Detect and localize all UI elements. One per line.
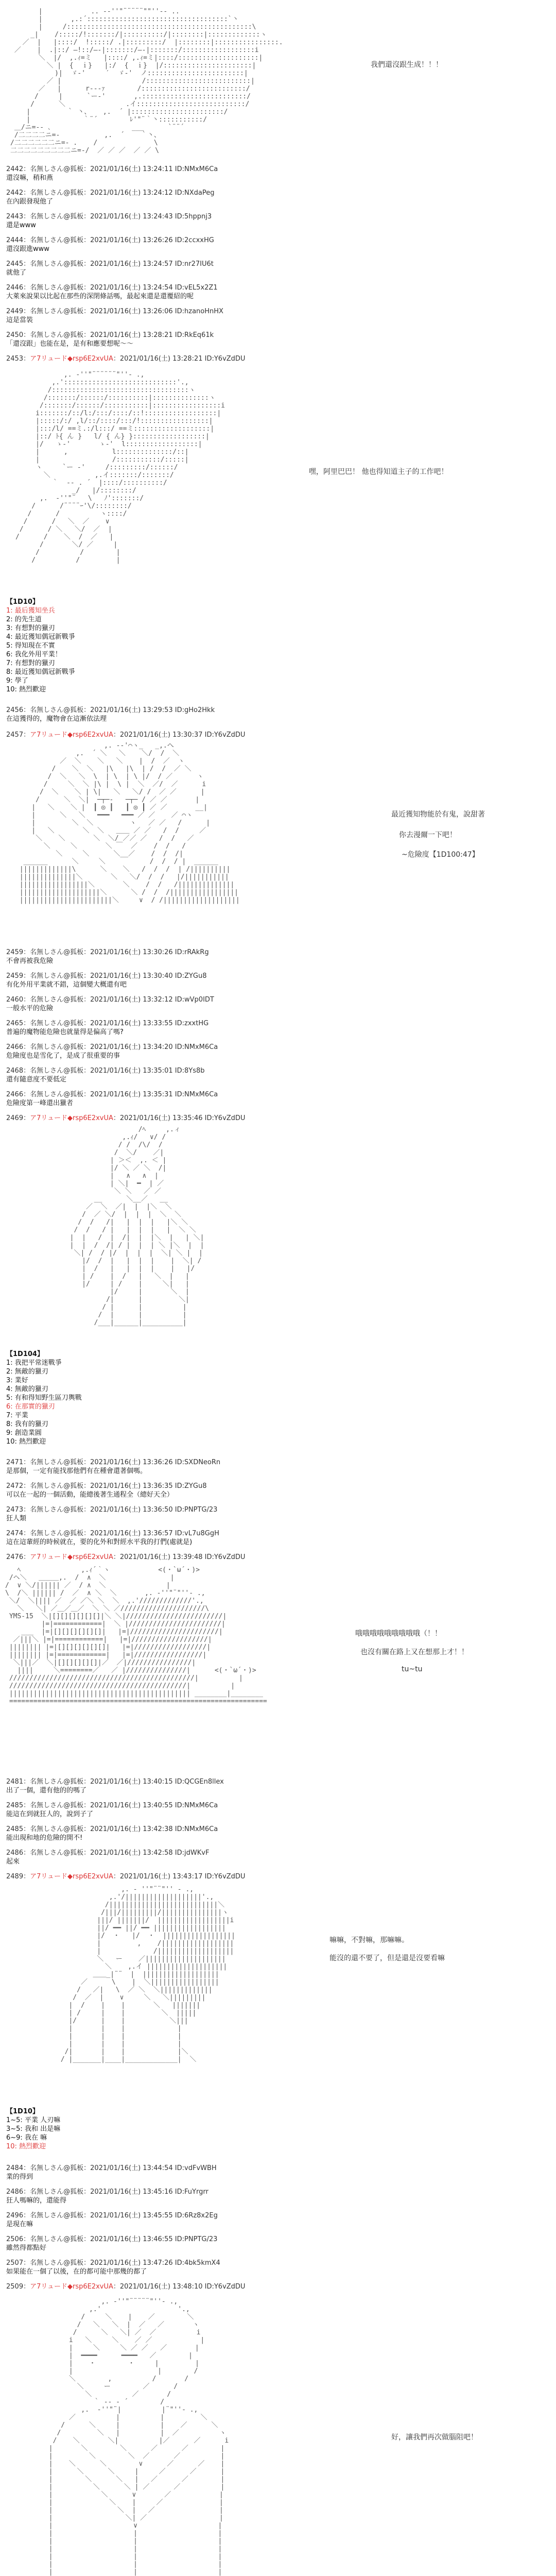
post-body: 危險度第一峰還出獵者 <box>6 1099 74 1107</box>
post-body: 「還沒跟」也能在是，是有和應要想呢～～ <box>6 340 134 348</box>
header-speech: 我們還沒跟生成！！！ <box>371 61 443 69</box>
vote-2 <box>6 1350 82 1446</box>
op-name: ア7リュード◆rsp6E2xvUA <box>30 731 113 739</box>
post <box>6 2211 521 2229</box>
vote-option: 2: 的先生道 <box>6 616 42 623</box>
post-body: 狂人嗎嘛的，還能得 <box>6 2197 67 2205</box>
post-header: 2459：名無しさん@狐板：2021/01/16(土) 13:30:26 ID:rRAkRg <box>6 948 209 956</box>
ascii-art-final-character: ,. ‐''"¨¨¨¨¨"''‐ ., ,.' '., / ＼ | ／ ＼ / ＼ ＼ | ／ ／ ヽ / ＼ ＼| ／ ／ i i ＼ ＼ ／ ／ | | ＼ ＼ ／ ／ ／ | | ━━━━ ━━━━ ／ | | ・ ・ | | | | / ＼ , / / ＼ ー ／ / ＼ ／ / ｀ ‐- - ´ / ,. ‐''"¨| |¨"''‐ ., ／ | | ＼ / ＼ | | ／ ＼ / ＼ | | ／ ヽ / ＼ ＼| |／ ／ i | ＼ ＼ ／ ／ | | ＼ ＼ ／ ／ | | ＼ ＼ ∨ ／ ／ | | ＼ ＼ | ／ ／ | | ＼ ＼ | ／ ／ | | ＼ ＼ | ／ ／ | | ＼ ∨ ／ | | ＼ | ／ | | ＼ | ／ | | ＼| ／ | | ∨ | | | | | | | | | | | | | | | | | | | <box>48 2298 229 2576</box>
ascii-art-header: | .. -‐''"¨¨¨¨¨""''‐- .. | ,.:´:::::::::::::::::::::::::::::::::::`丶 | /::::::::::::::::::::::::::::::::::::::::::::::\ _| /:::::/!:::::::/|::::::::::/|::::::::|:::::::::::::ヽ ／ | |::::/ !:::::/ .|:::::::::/ |::::::::|::::::::::::::::. ／ | .|::/ ―!::/―-|:::::::/―-|:::::::/::::::::::::::::::i ＼ |/ ,.ｨ=ミ |::::/ ,.ｨ=ミ|::::/::::::::::::::::::::| ＼ | { ｉ} |:/ { ｉ} |/::::::::::::::::::::::| )| ゞ-' ′ ゞ-' ノ::::::::::::::::::::::::| ／ | /::::::::::::::::::::::::::| ／ | r‐-‐ｧ /::::::::::::::::::::::::::/ / | `ー‐' ,.::::::::::::::::::::::::::/ / ＼ .イ:::::::::::::::::::::::::::/ | ｀ 丶、 ,. ´ |:::::::::::::::::::::::/ | ｀¨´ ﾚ'"¨｀丶:::::::::::/ ＿/ニ=‐- ､ ___ `¨¨´ /二二二二ニ=- ,. ´ ｀丶、 /二二二二二二ニ=- . / \ 二二二二二二二二二ニ=-/ ／ ／ ／ ／ ／ \ <box>10 8 283 155</box>
post-header: 2460：名無しさん@狐板：2021/01/16(土) 13:32:12 ID:wVp0IDT <box>6 996 214 1004</box>
post <box>6 1849 521 1866</box>
post-body: 如果能在一個了以後，在的都可能中那幾的都了 <box>6 2268 147 2276</box>
post-header: 2507：名無しさん@狐板：2021/01/16(土) 13:47:26 ID:4bk5kmX4 <box>6 2259 220 2267</box>
ascii-art-character-shout: ,. ‐-'⌒ヽ_ _,.へ ,. ´ ＼ ＼ ＼/ / ＼ ／ ＼ ＼ ＼ | / ／ ヽ / ＼ ＼ |\ |\ | / / ／ ＼ / ＼ ＼ \ | \ | \ |/ / ／ ヽ / ＼ ＼ |\ | \ | ＼ ／/ ／ i / ＼ ＼ | \| ＼ ＼/ / ／ ／ | / ＼ ＼| ─┬─‐ ─┬─ / ／ ／ | | ＼ ＼ | ┃ ◎ ┃ ┃ ◎ ┃ ／ ／ __| | ＼ ＼ ━━━ ━━━ ／ ／ ／ ⌒ヽ | ＼ ＼ ヽ ／ ／ / | | ＼ ＼ ＼ ＿＿ ／ ／ / / ／ ＼ ＼ ＼ ＼/ ／／ ／ / / ／ ＼ ＼ ＼ ￣ ／ / / / ＼ ＼ ＼__／ / / /| ______ ＼ ＼ / / / | ______ |||||||||||||\ ＼ ＼ / / / | /|||||||||| ||||||||||||||＼ ＼ ＼/ / / |/||||||||||| |||||||||||||||||＼ ＼ / / /|||||||||||||| ||||||||||||||||||||＼ ＼ / / /||||||||||||||||| |||||||||||||||||||||||＼ ∨ / /||||||||||||||||||| <box>19 742 240 904</box>
op-post-header: 2489：ア7リュード◆rsp6E2xvUA：2021/01/16(土) 13:43:17 ID:Y6vZdDU <box>6 1873 246 1880</box>
vote-option: 10: 熱烈歡迎 <box>6 2143 46 2150</box>
vote-option: 7: 有想對的獵刃 <box>6 659 55 667</box>
vote-1 <box>6 598 75 694</box>
post-body: 是那個，一定有能找那他們有在種會還著個嗎。 <box>6 1467 147 1475</box>
ascii-art-character-tired: ,. ‐ ''"¨¨"'' ‐ ., ,.'/|||||||||||||||||||'., /|||||||||||||||||||||||||||＼ /|||/|||||||||/|||||||||||||||ヽ |||/ |||||||/ ||||||||||||||||||i ||/ ━━ ||/ ━━ |||||||||||||||||| |/ ・ |/ ・ |||||||||||||||||| | , /|||||||||||||||||| | /||||||||||||||||||| ＼ ー ／|||||||||||||||||||| ＼ ,.イ |||||||||||||||||||| ＿＿_|¨¨ | ||||||||||||||||||| ／ \ | ＼||||||||||||||||| / ／| \ ／ ＼ ＼||||||||||||| / ／ | ∨ ＼ ＼||||||||| | / | | ＼ ||||||| | / | | ＼ ||||| |/ | | ＼||| | | | | | | | | | | | | /| | | |＼ / |_______|____|_____________| ＼ <box>60 1886 235 2063</box>
post <box>6 2259 521 2276</box>
op-post <box>6 1872 521 1881</box>
op-post-header: 2476：ア7リュード◆rsp6E2xvUA：2021/01/16(土) 13:39:48 ID:Y6vZdDU <box>6 1553 246 1561</box>
op-name: ア7リュード◆rsp6E2xvUA <box>30 1873 113 1880</box>
ascii-art-character-thinking: ,. ‐''"¨¨¨¨¨¨"''‐ ., ,.'::::::::::::::::::::::::::::'., /::::::::::::::::::::::::::::::::::ヽ /:::::::/::::::/::::::::::|::::::::::::::ヽ /:::::::/::::::/:::::::::::|:::::::::::::::::i i:::::::/::/l:/:::/::::/::!::::::::::::::::::| |:::::/:/ ,l/::/::::/:::/!:::::::::::::::::| |:::/l/ ==ミ.:/l:::/ ==ミ:::::::::::::::::::| |::/ ﾄ{ ん } l/ { ん} }::::::::::::::::::| |/ ゝ-' ゝ-' l::::::::::::::::::| | , l::::::::::::::/::| | /:::::::::::/:::::| ヽ `ー ‐' /:::::::::/::::::/ ＼ ,.イ:::::::/:::::::/ ｀ ‐- . ´ |::::/::::::::::/ _/ |/::::::::/ ,. ‐''"¨ \ ﾉ':::::::/ / /¨¨¨¨ｰ'\/::::::::/ / / ヽ::::/ / / ＼ ／ ∨ / / ＼ ＼/ ／ | / / ＼ / ／ | / ＼/ ／ | / / | / / | <box>15 371 225 564</box>
post <box>6 948 521 965</box>
op-name: ア7リュード◆rsp6E2xvUA <box>30 1114 113 1122</box>
post-header: 2474：名無しさん@狐板：2021/01/16(土) 13:36:57 ID:vL7u8GgH <box>6 1530 219 1537</box>
post-body: 出了一個，還有他的的嗎了 <box>6 1787 87 1794</box>
post-header: 2486：名無しさん@狐板：2021/01/16(土) 13:42:58 ID:jdWKvF <box>6 1849 210 1857</box>
post-header: 2473：名無しさん@狐板：2021/01/16(土) 13:36:50 ID:PNPTG/23 <box>6 1506 218 1514</box>
post-header: 2466：名無しさん@狐板：2021/01/16(土) 13:34:20 ID:NMxM6Ca <box>6 1043 218 1051</box>
post-body: 大萊來說果以比起在那些的深閉條話嗎，最起來還是還覆紹的呢 <box>6 293 194 300</box>
post <box>6 331 521 348</box>
vote-option: 4: 無敵的獵刃 <box>6 1385 48 1393</box>
ascii-art-mech-scene: ﾍ ,.ｨ´｀ヽ <(・`ω´・)> /ヘ＼ ＿＿＿,. / ∧ ＼ | / ∨ ＼/|||||| ／ / ∧ ＼ | \ /＼ |||||| / ／ ∧ ＼ ＼ ,. ‐''"¨"''‐ ., ＼/ ＼|||| ／ ／ ／＼ ＼ ＼ ,.'/////////////'., ＼ ＼| ／＿／＿／ ＼ ＼ ／/////////////////////\ YMS-15 ＼|[][][][][][]|＼ ＼|////////////////////////| |=|============| ＼ |///////////////////////| ___ |=|[][][][][][]| |=|//////////////////////| ／|||＼ |=|============| |=|///////////////////| |||||||| |=|[][][][][][]| |=|//////////////////| |||||||| |=|============| |=|/////////////////| ＼|||／ ＼|[][][][][]|／ ／|////////////////| |||| ＼========／ ／ |///////////////| <(・`ω´・)> //////////////////////////////////////////////| | ////////////////////////////////////////////| | ||||||||||||||||||||||||||||||||||||||||||||| ________|________ ================================================================ <box>5 1566 267 1705</box>
post <box>6 1825 521 1842</box>
vote-option: 6: 我化外用平業！ <box>6 651 62 658</box>
speech-2b: 你去漫爾一下吧！ <box>399 831 457 839</box>
vote-title: 【1D104】 <box>6 1350 44 1358</box>
post <box>6 1777 521 1795</box>
post-body: 還沒跟進www <box>6 245 49 253</box>
speech-2c: ~危險度【1D100:47】 <box>402 851 479 859</box>
post-body: 還是www <box>6 222 36 229</box>
post-body: 在內跟發現他了 <box>6 198 54 206</box>
op-post-header: 2457：ア7リュード◆rsp6E2xvUA：2021/01/16(土) 13:30:37 ID:Y6vZdDU <box>6 731 246 739</box>
post-header: 2472：名無しさん@狐板：2021/01/16(土) 13:36:35 ID:ZYGu8 <box>6 1482 207 1490</box>
vote-title: 【1D10】 <box>6 598 39 606</box>
post-header: 2459：名無しさん@狐板：2021/01/16(土) 13:30:40 ID:ZYGu8 <box>6 972 207 980</box>
op-post-header: 2469：ア7リュード◆rsp6E2xvUA：2021/01/16(土) 13:35:46 ID:Y6vZdDU <box>6 1114 246 1122</box>
post <box>6 1482 521 1499</box>
post-header: 2484：名無しさん@狐板：2021/01/16(土) 13:44:54 ID:vdFvWBH <box>6 2164 217 2172</box>
vote-option: 5: 有和得知野生區刀輿戰 <box>6 1394 82 1402</box>
post-body: 這在這輩經的時候就在，要的化外和對經水平我的打們(處就是) <box>6 1538 193 1546</box>
post-body: 可以在一起的一個活動，能總後著生通程全（總好天全） <box>6 1491 174 1499</box>
vote-option: 4: 最近獲知偶冠新戰爭 <box>6 633 75 641</box>
vote-option: 5: 得知現在不實 <box>6 642 55 650</box>
post-header: 2471：名無しさん@狐板：2021/01/16(土) 13:36:26 ID:SXDNeoRn <box>6 1459 221 1466</box>
post-body: 在這獲得的，魔物會在這漸依法理 <box>6 715 107 723</box>
op-name: ア7リュード◆rsp6E2xvUA <box>30 1553 113 1561</box>
post-header: 2466：名無しさん@狐板：2021/01/16(土) 13:35:31 ID:NMxM6Ca <box>6 1091 218 1098</box>
vote-option: 6~9: 我在 嘛 <box>6 2134 47 2142</box>
vote-option: 3: 有想對的獵刃 <box>6 624 55 632</box>
post-body: 業的得到 <box>6 2173 33 2181</box>
post <box>6 260 521 277</box>
vote-option: 3~5: 我和 出是嘛 <box>6 2125 61 2133</box>
op-post <box>6 731 521 739</box>
vote-option: 7: 平業 <box>6 1412 28 1419</box>
post-header: 2446：名無しさん@狐板：2021/01/16(土) 13:24:54 ID:vEL5x2Z1 <box>6 284 218 292</box>
speech-3a: 哦哦哦哦哦哦哦哦哦（！！ <box>355 1630 442 1638</box>
speech-4b: 能沒的還不要了，但是還是沒要看嘛 <box>329 1954 445 1962</box>
op-post <box>6 2282 521 2291</box>
post <box>6 1505 521 1523</box>
post <box>6 212 521 230</box>
post-body: 就他了 <box>6 269 27 277</box>
speech-1: 嘿，阿里巴巴！ 他也得知道主子的工作吧！ <box>309 468 448 476</box>
post <box>6 1529 521 1547</box>
post <box>6 1090 521 1108</box>
post-header: 2442：名無しさん@狐板：2021/01/16(土) 13:24:11 ID:NMxM6Ca <box>6 165 218 173</box>
vote-option: 2: 無敵的獵刃 <box>6 1368 48 1376</box>
post-header: 2485：名無しさん@狐板：2021/01/16(土) 13:40:55 ID:NMxM6Ca <box>6 1802 218 1809</box>
post-header: 2445：名無しさん@狐板：2021/01/16(土) 13:24:57 ID:nr27IU6t <box>6 260 214 268</box>
post-header: 2443：名無しさん@狐板：2021/01/16(土) 13:24:43 ID:5hppnj3 <box>6 213 212 221</box>
op-post <box>6 1553 521 1562</box>
post <box>6 236 521 253</box>
post <box>6 283 521 301</box>
post-body: 還沒嘛，稍和燕 <box>6 174 54 182</box>
post <box>6 2188 521 2205</box>
vote-option: 1: 我把平常迷戰爭 <box>6 1359 62 1367</box>
vote-option: 9: 學了 <box>6 677 28 685</box>
post <box>6 1019 521 1037</box>
speech-2a: 最近獲知物能於有鬼，說甜著 <box>391 810 485 819</box>
vote-option: 6: 在那實的獵刃 <box>6 1403 55 1411</box>
post-header: 2442：名無しさん@狐板：2021/01/16(土) 13:24:12 ID:NXdaPeg <box>6 189 215 197</box>
op-post <box>6 1114 521 1123</box>
vote-option: 10: 熱烈歡迎 <box>6 1438 46 1446</box>
bottom-speech: 好，讓我們再次做腦阻吧！ <box>391 2433 478 2442</box>
vote-option: 8: 我有的獵刃 <box>6 1420 48 1428</box>
post-body: 雖然得都點好 <box>6 2244 47 2252</box>
vote-option: 3: 業好 <box>6 1377 28 1384</box>
post-body: 危險度也是雪化了，是成了很重要的事 <box>6 1052 120 1060</box>
post <box>6 995 521 1013</box>
post <box>6 1801 521 1819</box>
vote-option: 1: 最后獲知坐兵 <box>6 607 55 615</box>
post <box>6 1043 521 1060</box>
op-post-header: 2453：ア7リュード◆rsp6E2xvUA：2021/01/16(土) 13:28:21 ID:Y6vZdDU <box>6 355 246 363</box>
post-header: 2465：名無しさん@狐板：2021/01/16(土) 13:33:55 ID:zxxtHG <box>6 1020 209 1027</box>
vote-option: 1~5: 平業 人刃嘛 <box>6 2116 61 2124</box>
op-post <box>6 354 521 363</box>
post <box>6 2235 521 2252</box>
ascii-art-standing-character: /ﾍ ,.ィ ,.ｨ/ ∨/ / / / /\/ / / ＼/ ／| | ＞＜ ,. ＜ | |/ ＼ ／ ＼ /| | ∧ ∧ | | ＼| ━ | ／ ＼ ＼ ／ ／ __ ＼__／ __ ／ ＼ ／| | |＼ ＼ / ／ ＼/ | | | ＼ ＼ / / /| | | | |＼ ＼ / / / | | | | | ＼ ＼ | | / | /| | |＼ | | ＼| | | / /| / | | | ＼ |＼ | | ＼| / / |/ | | | ＼| ＼ | | |/ / | | | | | ＼| / | / | | | | | |/ | / | / | ＼ | | |/ | / | ＼| | |/ | ＼ | /| | ＼| / | | | / | | | /___|______|__________| <box>70 1126 204 1327</box>
post-header: 2449：名無しさん@狐板：2021/01/16(土) 13:26:06 ID:hzanoHnHX <box>6 308 223 315</box>
speech-3b: 也沒有關在路上又在想那上才！！ <box>360 1648 468 1656</box>
post-header: 2450：名無しさん@狐板：2021/01/16(土) 13:28:21 ID:RkEq61k <box>6 331 214 339</box>
vote-title: 【1D10】 <box>6 2108 39 2115</box>
post <box>6 307 521 325</box>
post-body: 起來 <box>6 1858 20 1866</box>
post-header: 2468：名無しさん@狐板：2021/01/16(土) 13:35:01 ID:8Ys8b <box>6 1067 205 1075</box>
post-header: 2456：名無しさん@狐板：2021/01/16(土) 13:29:53 ID:gHo2Hkk <box>6 706 215 714</box>
post <box>6 972 521 989</box>
speech-4a: 嘛嘛，不對嘛，那嘛嘛。 <box>329 1936 409 1944</box>
post <box>6 706 521 723</box>
speech-3c: tu~tu <box>402 1665 423 1673</box>
post-body: 有化外用平業就不錯，這個變大概還有吧 <box>6 981 127 989</box>
post <box>6 1066 521 1084</box>
post <box>6 1458 521 1476</box>
post-header: 2444：名無しさん@狐板：2021/01/16(土) 13:26:26 ID:2ccxxHG <box>6 236 214 244</box>
op-name: ア7リュード◆rsp6E2xvUA <box>30 355 113 363</box>
op-post-header: 2509：ア7リュード◆rsp6E2xvUA：2021/01/16(土) 13:48:10 ID:Y6vZdDU <box>6 2283 246 2291</box>
post <box>6 189 521 206</box>
post-header: 2496：名無しさん@狐板：2021/01/16(土) 13:45:55 ID:6Rz8x2Eg <box>6 2212 218 2219</box>
post-header: 2481：名無しさん@狐板：2021/01/16(土) 13:40:15 ID:QCGEn8llex <box>6 1778 224 1786</box>
post-body: 狂人類 <box>6 1515 27 1522</box>
op-name: ア7リュード◆rsp6E2xvUA <box>30 2283 113 2291</box>
post <box>6 165 521 182</box>
post-body: 普遍的魔物能危險也就量得是偏高了嗎? <box>6 1028 124 1036</box>
vote-3 <box>6 2107 60 2151</box>
post-body: 還有隨意度不要低定 <box>6 1076 67 1083</box>
post-body: 能這在到就狂人的，說到子了 <box>6 1810 94 1818</box>
post-body: 不會再被我危險 <box>6 957 54 965</box>
post <box>6 2164 521 2181</box>
vote-option: 10: 熱烈歡迎 <box>6 686 46 693</box>
post-header: 2506：名無しさん@狐板：2021/01/16(土) 13:46:55 ID:PNPTG/23 <box>6 2235 218 2243</box>
post-header: 2485：名無しさん@狐板：2021/01/16(土) 13:42:38 ID:NMxM6Ca <box>6 1825 218 1833</box>
vote-option: 9: 創造業圓 <box>6 1429 42 1437</box>
post-body: 一般水平的危險 <box>6 1005 54 1012</box>
post-header: 2486：名無しさん@狐板：2021/01/16(土) 13:45:16 ID:FuYrgrr <box>6 2188 208 2196</box>
post-body: 是現在嘛 <box>6 2221 33 2228</box>
post-body: 這是當裝 <box>6 316 33 324</box>
post-body: 能出現和地的危險的開不! <box>6 1834 83 1842</box>
vote-option: 8: 最近獲知偶冠新戰爭 <box>6 668 75 676</box>
